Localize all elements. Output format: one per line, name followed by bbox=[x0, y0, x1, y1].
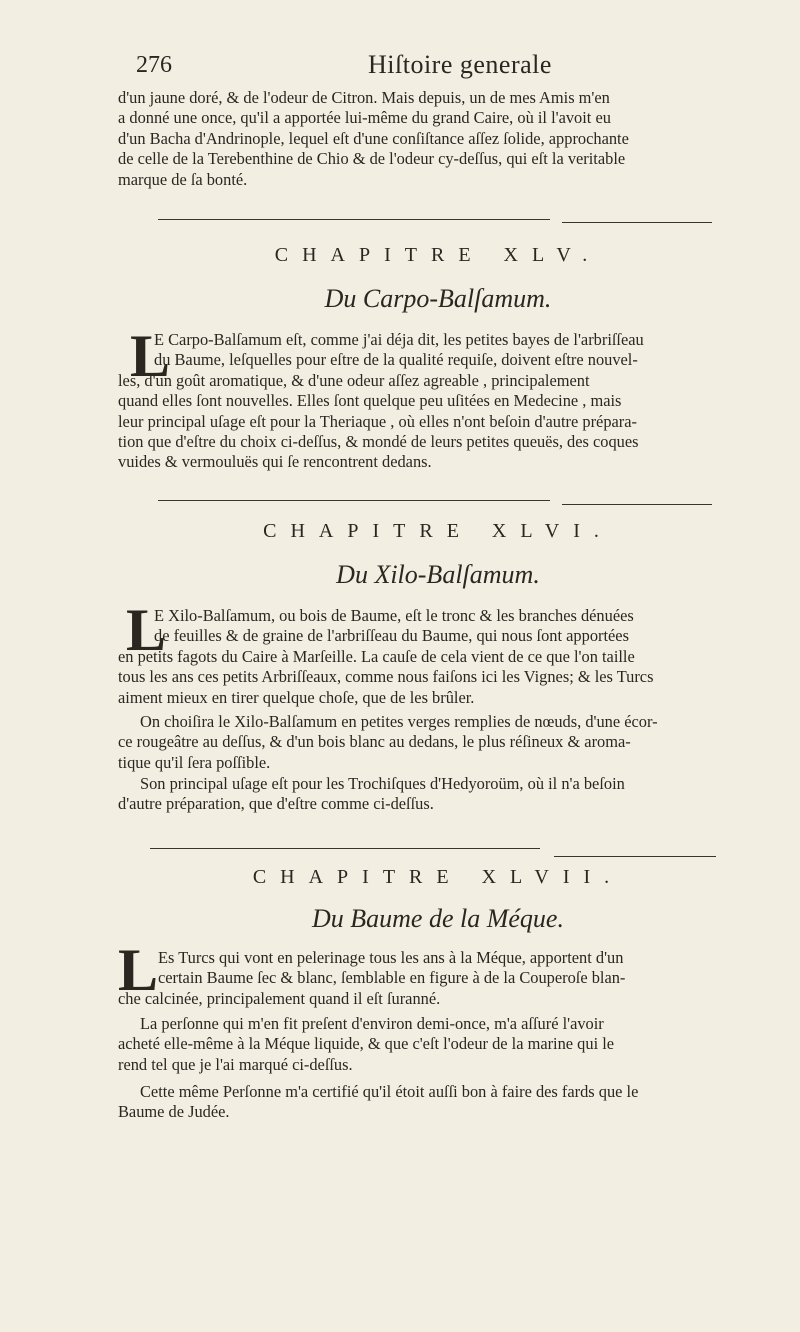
text-line: E Carpo-Balſamum eſt, comme j'ai déja dit, les petites bayes de l'arbriſſeau bbox=[154, 330, 644, 349]
text-line: de feuilles & de graine de l'arbriſſeau du Baume, qui nous ſont apportées bbox=[154, 626, 629, 646]
drop-capital: L bbox=[118, 937, 159, 1003]
separator-rule bbox=[150, 848, 540, 849]
chapter-heading: CHAPITRE XLV. bbox=[274, 244, 602, 266]
chapter-paragraph bbox=[118, 323, 758, 473]
text-line: en petits fagots du Caire à Marſeille. La cauſe de cela vient de ce que l'on taille bbox=[118, 646, 635, 666]
chapter-paragraph bbox=[118, 1082, 758, 1123]
text-line: ce rougeâtre au deſſus, & d'un bois blanc au dedans, le plus réſineux & aroma- bbox=[118, 732, 631, 752]
running-title: Hiſtoire generale bbox=[368, 50, 552, 79]
text-line: de celle de la Terebenthine de Chio & de l'odeur cy-deſſus, qui eſt la veritable bbox=[118, 149, 626, 169]
chapter-heading: CHAPITRE XLVII. bbox=[252, 866, 624, 888]
text-line: quand elles ſont nouvelles. Elles ſont quelque peu uſitées en Medecine , mais bbox=[118, 391, 622, 411]
chapter-paragraph bbox=[118, 948, 758, 1009]
chapter-paragraph bbox=[118, 774, 758, 815]
separator-rule bbox=[562, 222, 712, 223]
drop-capital: L bbox=[126, 597, 167, 663]
text-line: les, d'un goût aromatique, & d'une odeur aſſez agreable , principalement bbox=[118, 370, 590, 390]
text-line: tion que d'eſtre du choix ci-deſſus, & mondé de leurs petites queuës, des coques bbox=[118, 432, 639, 452]
text-line: E Xilo-Balſamum, ou bois de Baume, eſt le tronc & les branches dénuées bbox=[154, 606, 634, 625]
text-line: tous les ans ces petits Arbriſſeaux, comme nous faiſons ici les Vignes; & les Turcs bbox=[118, 667, 654, 687]
text-line: rend tel que je l'ai marqué ci-deſſus. bbox=[118, 1054, 353, 1074]
separator-rule bbox=[158, 500, 550, 501]
text-line: Baume de Judée. bbox=[118, 1102, 230, 1122]
intro-paragraph bbox=[118, 88, 758, 190]
text-line: a donné une once, qu'il a apportée lui-même du grand Caire, où il l'avoit eu bbox=[118, 108, 611, 128]
text-line: marque de ſa bonté. bbox=[118, 169, 248, 189]
text-line: du Baume, leſquelles pour eſtre de la qualité requiſe, doivent eſtre nouvel- bbox=[154, 350, 638, 370]
drop-capital: L bbox=[130, 323, 171, 389]
text-line: aiment mieux en tirer quelque choſe, que de les brûler. bbox=[118, 687, 475, 707]
text-line: vuides & vermouluës qui ſe rencontrent dedans. bbox=[118, 452, 432, 472]
text-line: che calcinée, principalement quand il eſt ſuranné. bbox=[118, 988, 441, 1008]
text-line: Son principal uſage eſt pour les Trochiſques d'Hedyoroüm, où il n'a beſoin bbox=[140, 774, 625, 793]
separator-rule bbox=[554, 856, 716, 857]
chapter-paragraph bbox=[118, 712, 758, 773]
chapter-subtitle: Du Carpo-Balſamum. bbox=[324, 284, 552, 313]
separator-rule bbox=[562, 504, 712, 505]
text-line: On choiſira le Xilo-Balſamum en petites verges remplies de nœuds, d'une écor- bbox=[140, 712, 658, 731]
chapter-subtitle: Du Baume de la Méque. bbox=[312, 904, 564, 933]
text-line: d'un Bacha d'Andrinople, lequel eſt d'une conſiſtance aſſez ſolide, approchante bbox=[118, 128, 629, 148]
text-line: d'un jaune doré, & de l'odeur de Citron. Mais depuis, un de mes Amis m'en bbox=[118, 88, 610, 107]
chapter-paragraph bbox=[118, 597, 758, 708]
chapter-heading: CHAPITRE XLVI. bbox=[263, 520, 613, 542]
page-header bbox=[132, 50, 752, 86]
text-line: La perſonne qui m'en fit preſent d'environ demi-once, m'a aſſuré l'avoir bbox=[140, 1014, 604, 1033]
text-line: certain Baume ſec & blanc, ſemblable en figure à de la Couperoſe blan- bbox=[158, 968, 626, 988]
separator-rule bbox=[158, 219, 550, 220]
chapter-paragraph bbox=[118, 1014, 758, 1075]
chapter-subtitle: Du Xilo-Balſamum. bbox=[336, 560, 540, 589]
text-line: Cette même Perſonne m'a certifié qu'il étoit auſſi bon à faire des fards que le bbox=[140, 1082, 639, 1101]
text-line: acheté elle-même à la Méque liquide, & que c'eſt l'odeur de la marine qui le bbox=[118, 1034, 615, 1054]
page-number: 276 bbox=[136, 52, 172, 78]
text-line: leur principal uſage eſt pour la Theriaque , où elles n'ont beſoin d'autre prépara- bbox=[118, 411, 637, 431]
text-line: tique qu'il ſera poſſible. bbox=[118, 752, 271, 772]
text-line: Es Turcs qui vont en pelerinage tous les ans à la Méque, apportent d'un bbox=[158, 948, 624, 967]
text-line: d'autre préparation, que d'eſtre comme ci-deſſus. bbox=[118, 794, 434, 814]
